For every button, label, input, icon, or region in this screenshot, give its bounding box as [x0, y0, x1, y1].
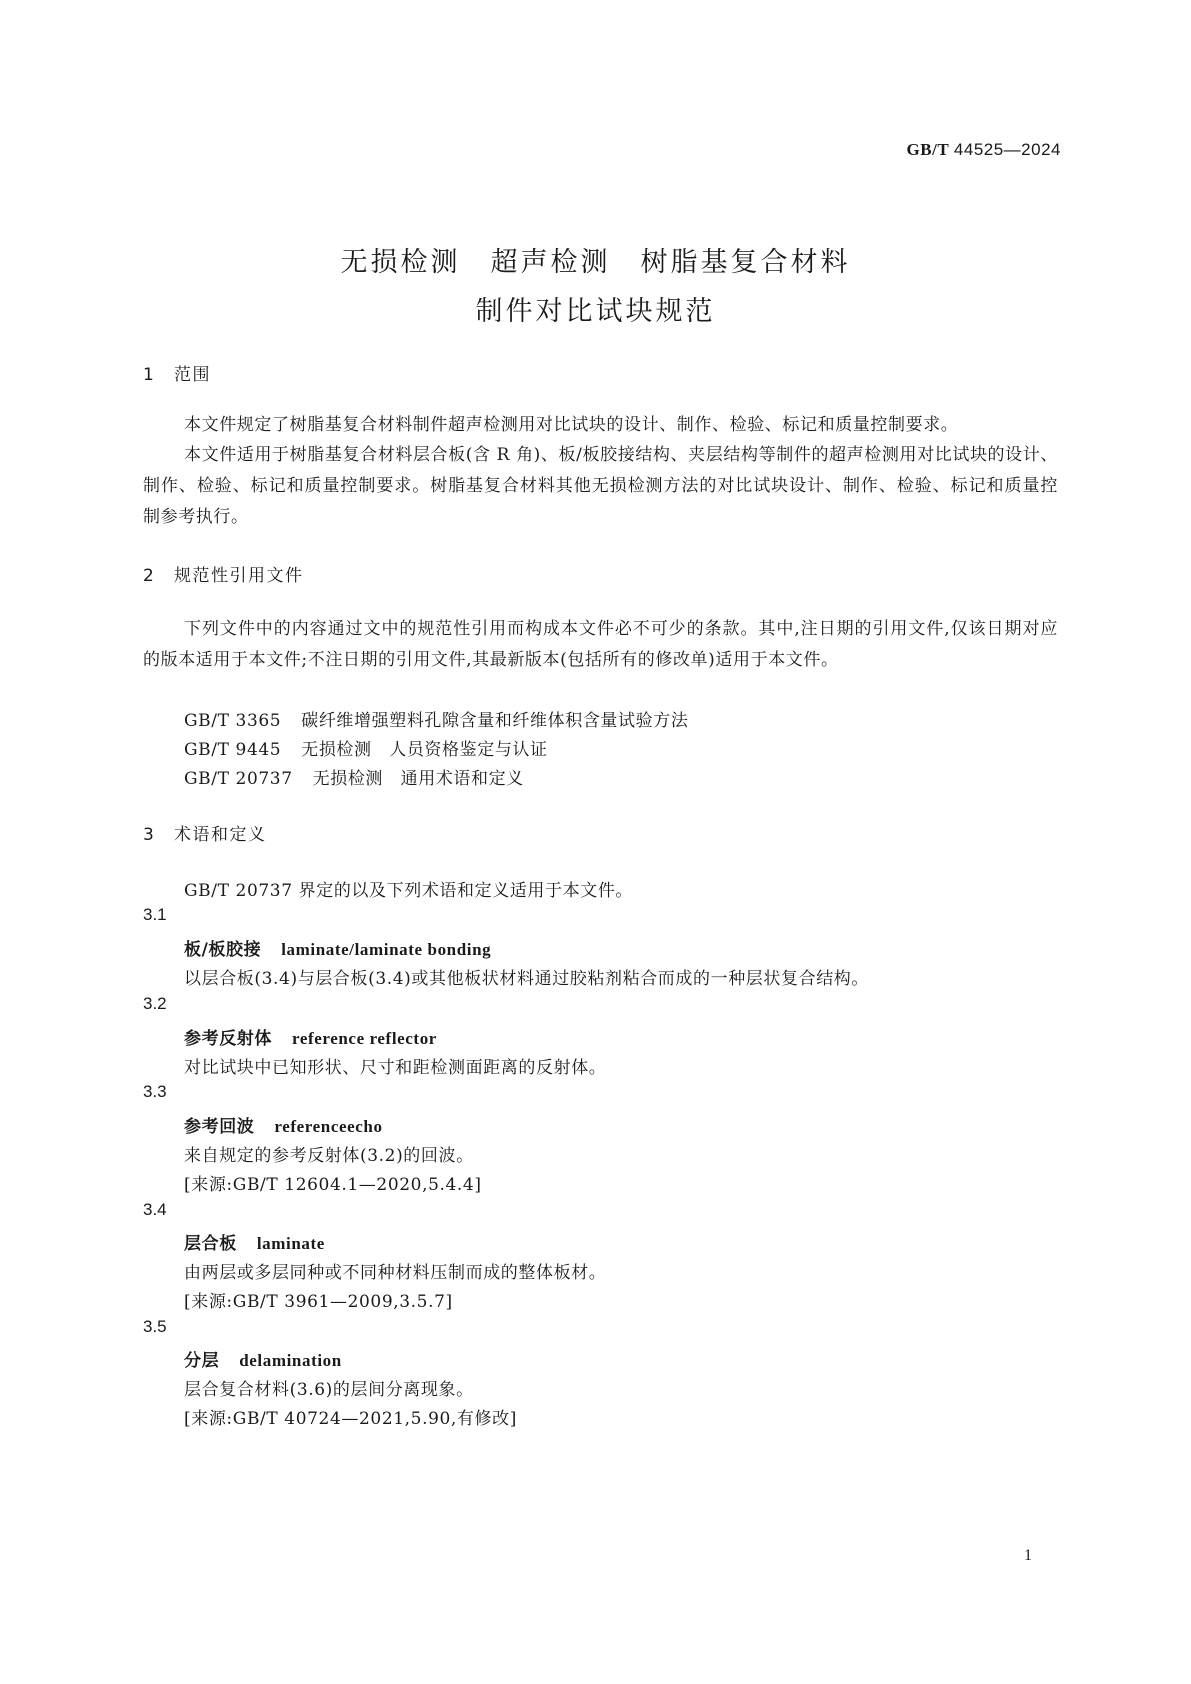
page-number: 1	[1024, 1547, 1032, 1564]
standard-number: 44525—2024	[953, 140, 1061, 159]
standard-prefix: GB/T	[906, 140, 950, 159]
term-name-en: laminate/laminate bonding	[281, 940, 492, 959]
term-name	[184, 1229, 325, 1254]
term-definition: 层合复合材料(3.6)的层间分离现象。	[184, 1380, 474, 1400]
term-number: 3.4	[143, 1200, 167, 1219]
term-name	[184, 1112, 383, 1137]
term-definition: 对比试块中已知形状、尺寸和距检测面距离的反射体。	[184, 1058, 607, 1078]
section-title: 规范性引用文件	[174, 566, 304, 586]
term-name-en: delamination	[239, 1351, 342, 1370]
term-definition: 来自规定的参考反射体(3.2)的回波。	[184, 1146, 474, 1166]
term-number: 3.1	[143, 905, 167, 924]
term-name-zh: 参考回波	[184, 1117, 255, 1137]
term-definition: 由两层或多层同种或不同种材料压制而成的整体板材。	[184, 1263, 607, 1283]
term-name-en: referenceecho	[274, 1117, 383, 1136]
reference-code: GB/T 3365	[184, 711, 282, 731]
reference-title: 碳纤维增强塑料孔隙含量和纤维体积含量试验方法	[301, 711, 689, 731]
reference-item	[184, 735, 548, 760]
term-definition: 以层合板(3.4)与层合板(3.4)或其他板状材料通过胶粘剂粘合而成的一种层状复合结构。	[184, 969, 869, 989]
reference-item	[184, 706, 688, 731]
section-heading-normative-references	[143, 561, 304, 586]
section-heading-terms	[143, 820, 267, 845]
document-title-line2: 制件对比试块规范	[475, 296, 716, 327]
reference-code: GB/T 9445	[184, 740, 282, 760]
term-source: [来源:GB/T 3961—2009,3.5.7]	[184, 1292, 453, 1312]
section-number: 1	[143, 365, 156, 385]
paragraph: 本文件规定了树脂基复合材料制件超声检测用对比试块的设计、制作、检验、标记和质量控制要求。	[184, 415, 959, 435]
term-name-zh: 层合板	[184, 1234, 237, 1254]
term-name-zh: 板/板胶接	[184, 940, 262, 960]
document-title-line1: 无损检测 超声检测 树脂基复合材料	[340, 247, 851, 278]
term-source: [来源:GB/T 40724—2021,5.90,有修改]	[184, 1409, 517, 1429]
term-number: 3.2	[143, 994, 167, 1013]
term-number: 3.3	[143, 1082, 167, 1101]
term-number: 3.5	[143, 1317, 167, 1336]
reference-code: GB/T 20737	[184, 769, 293, 789]
reference-item	[184, 764, 524, 789]
term-name-zh: 参考反射体	[184, 1029, 272, 1049]
section-heading-scope	[143, 360, 211, 385]
section-title: 术语和定义	[174, 825, 267, 845]
standard-code	[907, 140, 1061, 160]
term-name-en: laminate	[256, 1234, 325, 1253]
term-name-zh: 分层	[184, 1351, 220, 1371]
paragraph: 下列文件中的内容通过文中的规范性引用而构成本文件必不可少的条款。其中,注日期的引用文件,仅该日期对应的版本适用于本文件;不注日期的引用文件,其最新版本(包括所有的修改单)适用于本文件。	[143, 619, 1058, 670]
term-source: [来源:GB/T 12604.1—2020,5.4.4]	[184, 1175, 482, 1195]
reference-title: 无损检测 人员资格鉴定与认证	[301, 740, 548, 760]
term-name	[184, 935, 491, 960]
section-title: 范围	[174, 365, 211, 385]
section-number: 2	[143, 566, 156, 586]
terms-intro: GB/T 20737 界定的以及下列术语和定义适用于本文件。	[184, 881, 634, 901]
reference-title: 无损检测 通用术语和定义	[312, 769, 524, 789]
term-name	[184, 1024, 437, 1049]
section-number: 3	[143, 825, 156, 845]
paragraph: 本文件适用于树脂基复合材料层合板(含 R 角)、板/板胶接结构、夹层结构等制件的超声检测用对比试块的设计、制作、检验、标记和质量控制要求。树脂基复合材料其他无损检测方法的对比试块设计、制作、检验、标记和质量控制参考执行。	[143, 445, 1058, 527]
term-name-en: reference reflector	[292, 1029, 437, 1048]
term-name	[184, 1346, 342, 1371]
